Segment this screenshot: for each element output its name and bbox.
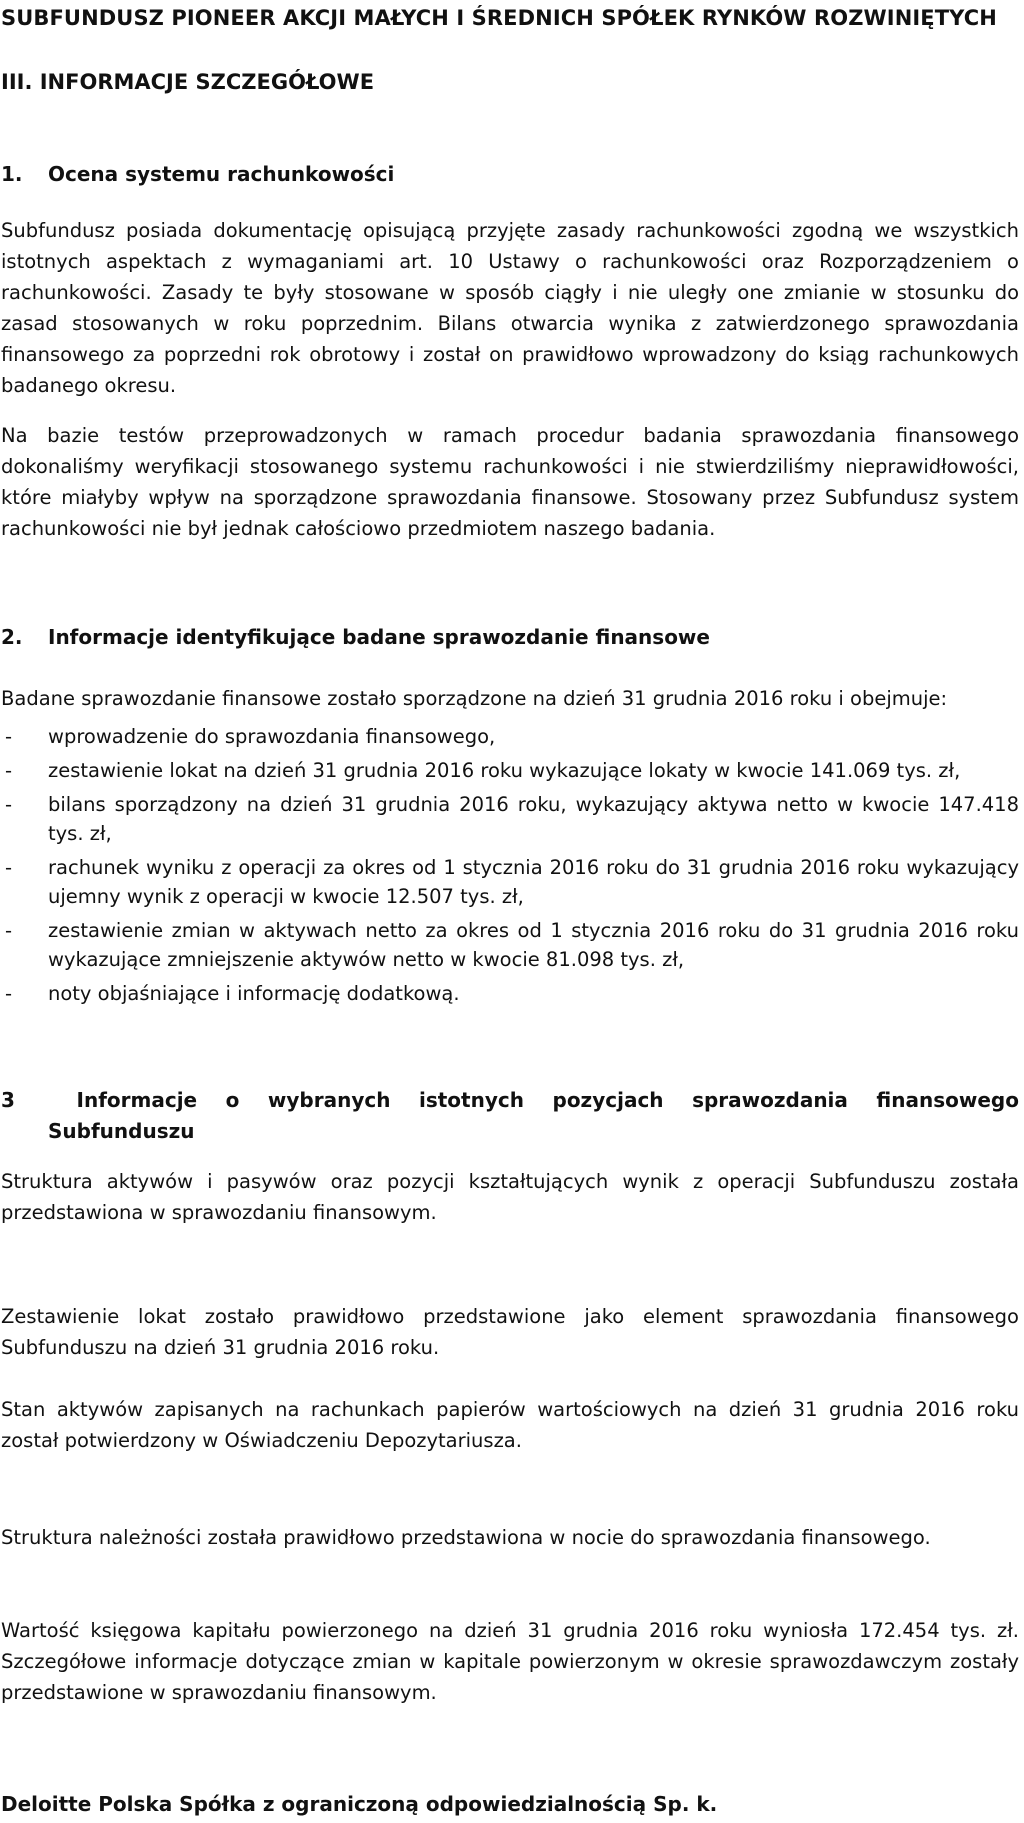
section-3-title-word: pozycjach: [552, 1088, 664, 1112]
section-3-heading: [1, 1085, 1019, 1147]
list-item: [1, 790, 1019, 848]
section-3-title-word: sprawozdania: [692, 1088, 848, 1112]
section-2-heading: [1, 625, 1019, 649]
list-item-text: noty objaśniające i informację dodatkową.: [48, 982, 460, 1005]
section-3-paragraph: Struktura należności została prawidłowo przedstawiona w nocie do sprawozdania finansowego.: [1, 1526, 931, 1549]
section-3-paragraph: Zestawienie lokat zostało prawidłowo przedstawione jako element sprawozdania finansowego Subfunduszu na dzień 31 grudnia 2016 roku.: [1, 1305, 1019, 1359]
section-1-paragraph-2: Na bazie testów przeprowadzonych w ramach procedur badania sprawozdania finansowego dokonaliśmy weryfikacji stosowanego systemu rachunkowości i nie stwierdziliśmy nieprawidłowości, które miałyby wpływ na sporządzone sprawozdania finansowe. Stosowany przez Subfundusz system rachunkowości nie był jednak całościowo przedmiotem naszego badania.: [1, 424, 1019, 540]
list-item-text: rachunek wyniku z operacji za okres od 1 stycznia 2016 roku do 31 grudnia 2016 roku wykazujący ujemny wynik z operacji w kwocie 12.507 tys. zł,: [48, 856, 1019, 908]
list-dash: -: [5, 982, 13, 1005]
section-1-title: Ocena systemu rachunkowości: [48, 162, 395, 186]
section-3-title-line-2: Subfunduszu: [48, 1119, 195, 1143]
section-2-title: Informacje identyfikujące badane sprawozdanie finansowe: [48, 625, 710, 649]
list-item-text: zestawienie lokat na dzień 31 grudnia 2016 roku wykazujące lokaty w kwocie 141.069 tys. zł,: [48, 759, 961, 782]
section-3-title-word: o: [225, 1088, 240, 1112]
section-3-paragraph: Struktura aktywów i pasywów oraz pozycji kształtujących wynik z operacji Subfunduszu została przedstawiona w sprawozdaniu finansowym.: [1, 1170, 1019, 1224]
list-item: [1, 722, 1019, 751]
list-dash: -: [5, 856, 13, 879]
section-2-number: 2.: [1, 625, 23, 649]
list-item: [1, 979, 1019, 1008]
list-dash: -: [5, 725, 13, 748]
section-1-heading: [1, 162, 1019, 186]
section-2-intro: Badane sprawozdanie finansowe zostało sporządzone na dzień 31 grudnia 2016 roku i obejmuje:: [1, 687, 948, 710]
section-3-title-word: Informacje: [76, 1088, 198, 1112]
list-item-text: zestawienie zmian w aktywach netto za okres od 1 stycznia 2016 roku do 31 grudnia 2016 roku wykazujące zmniejszenie aktywów netto w kwocie 81.098 tys. zł,: [48, 919, 1019, 971]
list-dash: -: [5, 919, 13, 942]
list-item-text: bilans sporządzony na dzień 31 grudnia 2016 roku, wykazujący aktywa netto w kwocie 147.418 tys. zł,: [48, 793, 1019, 845]
section-3-title-word: finansowego: [876, 1088, 1019, 1112]
list-dash: -: [5, 793, 13, 816]
statement-components-list: [1, 722, 1019, 1013]
section-3-number: 3: [1, 1088, 15, 1112]
list-item: [1, 853, 1019, 911]
section-3-paragraph: Wartość księgowa kapitału powierzonego na dzień 31 grudnia 2016 roku wyniosła 172.454 tys. zł. Szczegółowe informacje dotyczące zmian w kapitale powierzonym w okresie sprawozdawczym zostały przedstawione w sprawozdaniu finansowym.: [1, 1619, 1019, 1704]
list-item: [1, 756, 1019, 785]
list-item: [1, 916, 1019, 974]
section-3-title-word: wybranych: [267, 1088, 391, 1112]
auditor-firm-footer: Deloitte Polska Spółka z ograniczoną odpowiedzialnością Sp. k.: [1, 1792, 718, 1816]
section-1-paragraph-1: Subfundusz posiada dokumentację opisującą przyjęte zasady rachunkowości zgodną we wszystkich istotnych aspektach z wymaganiami art. 10 Ustawy o rachunkowości oraz Rozporządzeniem o rachunkowości. Zasady te były stosowane w sposób ciągły i nie uległy one zmianie w stosunku do zasad stosowanych w roku poprzednim. Bilans otwarcia wynika z zatwierdzonego sprawozdania finansowego za poprzedni rok obrotowy i został on prawidłowo wprowadzony do ksiąg rachunkowych badanego okresu.: [1, 219, 1019, 397]
section-3-paragraph: Stan aktywów zapisanych na rachunkach papierów wartościowych na dzień 31 grudnia 2016 roku został potwierdzony w Oświadczeniu Depozytariusza.: [1, 1398, 1019, 1452]
section-heading: III. INFORMACJE SZCZEGÓŁOWE: [1, 70, 375, 94]
fund-title: SUBFUNDUSZ PIONEER AKCJI MAŁYCH I ŚREDNICH SPÓŁEK RYNKÓW ROZWINIĘTYCH: [1, 6, 997, 30]
list-item-text: wprowadzenie do sprawozdania finansowego,: [48, 725, 496, 748]
section-3-title-word: istotnych: [418, 1088, 524, 1112]
list-dash: -: [5, 759, 13, 782]
section-1-number: 1.: [1, 162, 23, 186]
